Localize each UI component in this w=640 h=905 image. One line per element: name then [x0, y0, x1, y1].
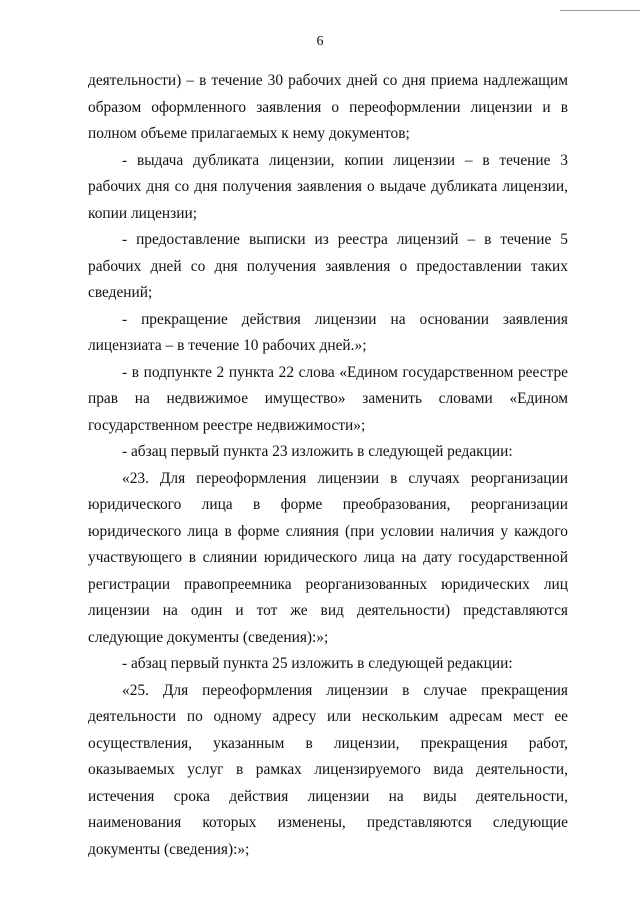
paragraph-duplicate-license: - выдача дубликата лицензии, копии лицензии – в течение 3 рабочих дня со дня получения заявления о выдаче дубликата лицензии, копии лицензии; [88, 151, 568, 222]
paragraph-subpoint-22: - в подпункте 2 пункта 22 слова «Едином государственном реестре прав на недвижимое имущество» заменить словами «Едином государственном реестре недвижимости»; [88, 363, 568, 434]
paragraph-continuation: деятельности) – в течение 30 рабочих дней со дня приема надлежащим образом оформленного заявления о переоформлении лицензии и в полном объеме прилагаемых к нему документов; [88, 72, 568, 142]
paragraph-point-25-text: «25. Для переоформления лицензии в случае прекращения деятельности по одному адресу или нескольким адресам мест ее осуществления, указанным в лицензии, прекращения работ, оказываемых услуг в рамках лицензируемого вида деятельности, истечения срока действия лицензии на виды деятельности, наименования которых изменены, представляются следующие документы (сведения):»; [88, 681, 568, 858]
page-corner-line [560, 10, 640, 11]
paragraph-point-23-text: «23. Для переоформления лицензии в случаях реорганизации юридического лица в форме преобразования, реорганизации юридического лица в форме слияния (при условии наличия у каждого участвующего в слиянии юридического лица на дату государственной регистрации правопреемника реорганизованных юридических лиц лицензии на один и тот же вид деятельности) представляются следующие документы (сведения):»; [88, 469, 568, 646]
paragraph-registry-extract: - предоставление выписки из реестра лицензий – в течение 5 рабочих дней со дня получения заявления о предоставлении таких сведений; [88, 231, 568, 301]
page-number: 6 [316, 34, 324, 49]
paragraph-point-25-intro: - абзац первый пункта 25 изложить в следующей редакции: [122, 655, 513, 672]
paragraph-point-23-intro: - абзац первый пункта 23 изложить в следующей редакции: [122, 443, 513, 460]
paragraph-license-termination: - прекращение действия лицензии на основании заявления лицензиата – в течение 10 рабочих дней.»; [88, 310, 568, 354]
document-body [88, 68, 568, 863]
